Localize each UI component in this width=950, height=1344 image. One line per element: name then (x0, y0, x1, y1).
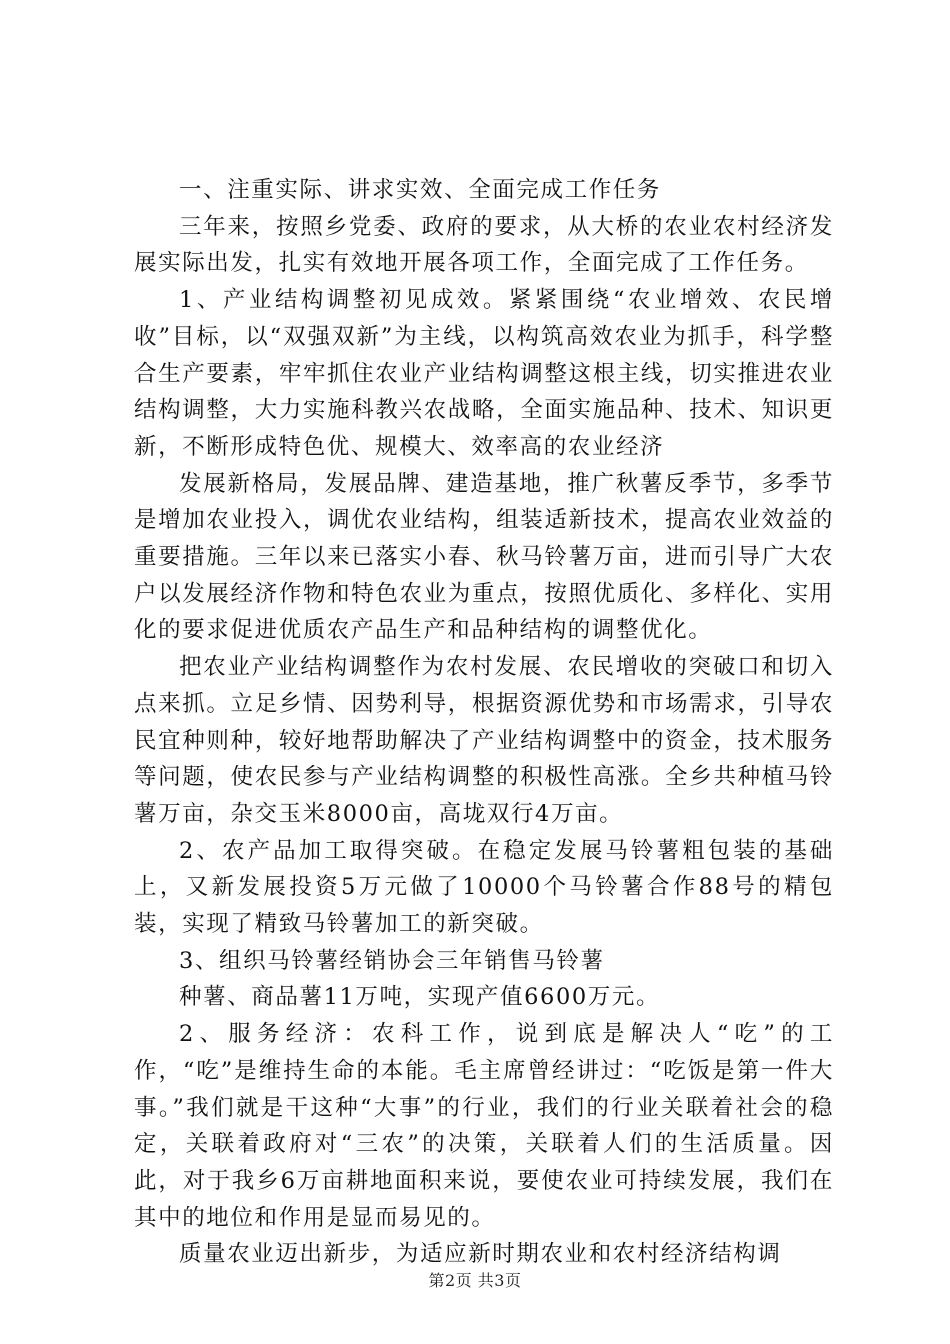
paragraph: 2、服务经济：农科工作，说到底是解决人“吃”的工作，“吃”是维持生命的本能。毛主席曾经讲过：“吃饭是第一件大事。”我们就是干这种“大事”的行业，我们的行业关联着社会的稳定，关联着政府对“三农”的决策，关联着人们的生活质量。因此，对于我乡6万亩耕地面积来说，要使农业可持续发展，我们在其中的地位和作用是显而易见的。 (134, 1021, 834, 1231)
paragraph: 3、组织马铃薯经销协会三年销售马铃薯 (179, 947, 605, 974)
paragraph: 1、产业结构调整初见成效。紧紧围绕“农业增效、农民增收”目标，以“双强双新”为主线，以构筑高效农业为抓手，科学整合生产要素，牢牢抓住农业产业结构调整这根主线，切实推进农业结构调整，大力实施科教兴农战略，全面实施品种、技术、知识更新，不断形成特色优、规模大、效率高的农业经济 (134, 287, 834, 460)
page-number-footer: 第2页 共3页 (428, 1271, 522, 1290)
paragraph: 发展新格局，发展品牌、建造基地，推广秋薯反季节，多季节是增加农业投入，调优农业结构，组装适新技术，提高农业效益的重要措施。三年以来已落实小春、秋马铃薯万亩，进而引导广大农户以发展经济作物和特色农业为重点，按照优质化、多样化、实用化的要求促进优质农产品生产和品种结构的调整优化。 (134, 470, 834, 644)
document-body (134, 172, 834, 1273)
section-heading: 一、注重实际、讲求实效、全面完成工作任务 (179, 177, 662, 203)
paragraph: 三年来，按照乡党委、政府的要求，从大桥的农业农村经济发展实际出发，扎实有效地开展各项工作，全面完成了工作任务。 (134, 213, 834, 277)
paragraph: 种薯、商品薯11万吨，实现产值6600万元。 (179, 984, 661, 1011)
paragraph: 质量农业迈出新步，为适应新时期农业和农村经济结构调 (179, 1241, 782, 1268)
paragraph: 把农业产业结构调整作为农村发展、农民增收的突破口和切入点来抓。立足乡情、因势利导，根据资源优势和市场需求，引导农民宜种则种，较好地帮助解决了产业结构调整中的资金，技术服务等问题，使农民参与产业结构调整的积极性高涨。全乡共种植马铃薯万亩，杂交玉米8000亩，高垅双行4万亩。 (134, 654, 834, 827)
paragraph: 2、农产品加工取得突破。在稳定发展马铃薯粗包装的基础上，又新发展投资5万元做了10000个马铃薯合作88号的精包装，实现了精致马铃薯加工的新突破。 (134, 837, 834, 938)
